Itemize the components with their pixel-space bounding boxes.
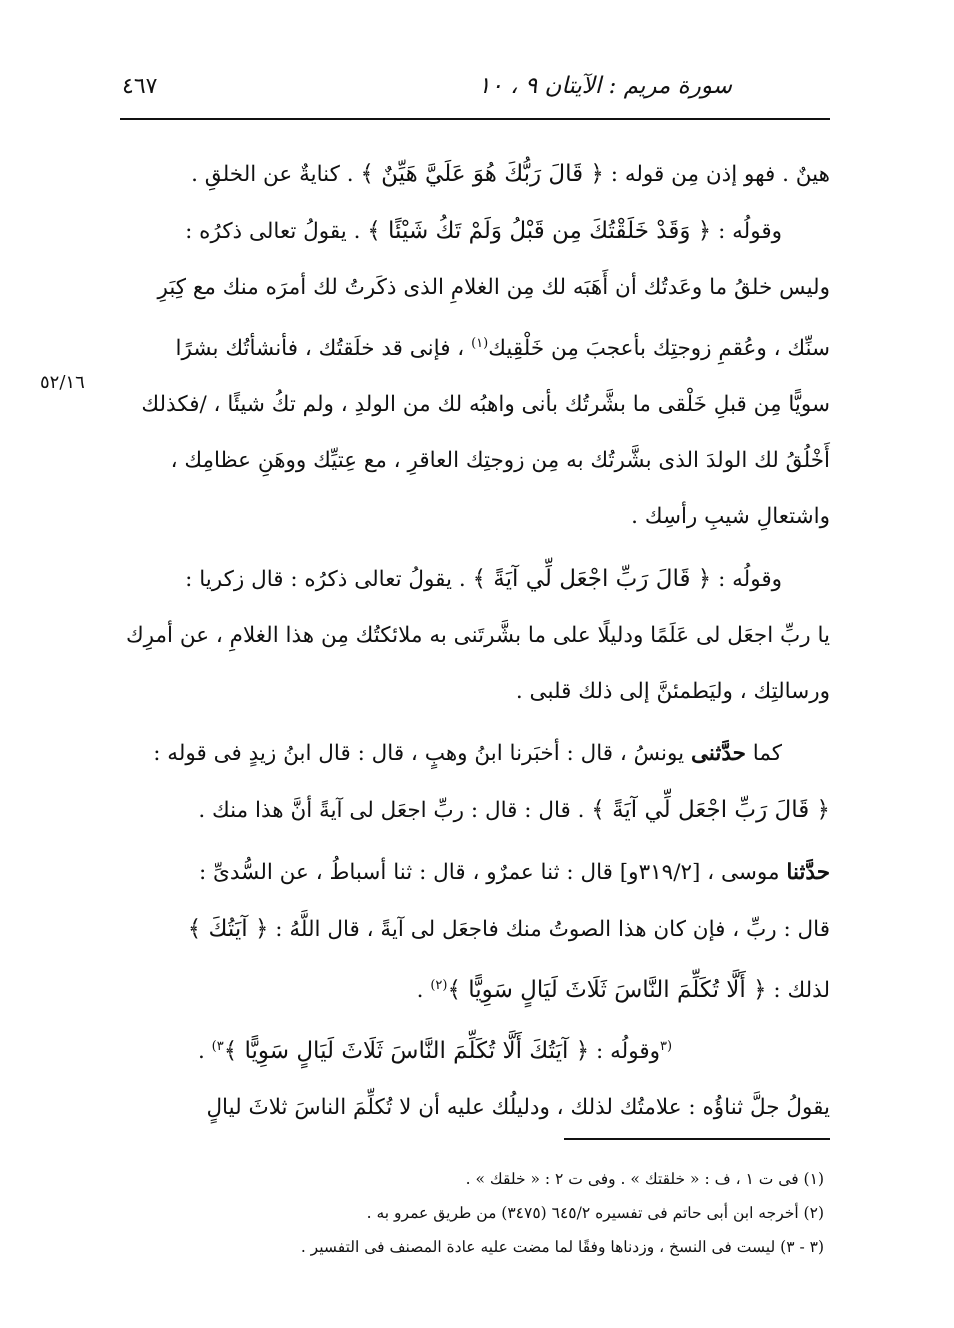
- quran-verse: ﴿ قَالَ رَبِّ اجْعَل لِّي آيَةً ﴾: [591, 797, 830, 824]
- header-title: سورة مريم : الآيتان ٩ ، ١٠: [478, 73, 732, 99]
- text-line: واشتعالِ شيبِ رأسِك .: [631, 504, 830, 530]
- footnote-separator: [564, 1138, 830, 1140]
- footnote-ref: (٣: [659, 1039, 673, 1055]
- footnote-ref: (١): [471, 336, 489, 351]
- quran-verse: ﴿ آيَتُكَ ﴾: [187, 916, 269, 943]
- footnote: (٣ - ٣) ليست فى النسخ ، وزدناها وفقًا لما مضت عليه عادة المصنف فى التفسير .: [300, 1238, 824, 1256]
- text-line: سويًّا مِن قبلِ خَلْقى ما بشَّرتُك بأنى واهبُه لك من الولدِ ، ولم تكُ شيئًا ، /فكذلك: [141, 392, 830, 418]
- text-line: وليس خلقُ ما وعَدتُك أن أَهَبَه لك مِن الغلامِ الذى ذكَرتُ لك أمرَه منك مع كِبَرِ: [157, 275, 830, 300]
- text-line: لذلك : ﴿ أَلَّا تُكَلِّمَ النَّاسَ ثَلَاثَ لَيَالٍ سَوِيًّا ﴾$^{(٢)}$ .: [416, 977, 830, 1004]
- footnote-ref: (٢): [430, 978, 448, 994]
- footnote: (٢) أخرجه ابن أبى حاتم فى تفسيره ٦٤٥/٢ (٣٤٧٥) من طريق عمرو به .: [366, 1204, 824, 1222]
- text-line: ﴿ قَالَ رَبِّ اجْعَل لِّي آيَةً ﴾ . قال : قال : ربِّ اجعَل لى آيةً أنَّ هذا منك .: [198, 797, 830, 824]
- text-line: قال : ربِّ ، فإن كان هذا الصوتُ منك فاجعَل لى آيةً ، قال اللَّهُ : ﴿ آيَتُكَ ﴾: [187, 916, 830, 943]
- text-line: أَخْلُقُ لك الولدَ الذى بشَّرتُك به مِن زوجتِك العاقرِ ، مع عِتيِّك ووهَنِ عظامِك ،: [170, 448, 830, 474]
- margin-reference: ٥٢/١٦: [40, 372, 85, 393]
- page-number: ٤٦٧: [122, 73, 158, 99]
- footnote-ref: ٣): [211, 1039, 224, 1055]
- text-line: كما حدَّثنى يونسُ ، قال : أخبَرنا ابنُ وهبٍ ، قال : قال ابنُ زيدٍ فى قوله :: [153, 741, 782, 767]
- quran-verse: ﴿ أَلَّا تُكَلِّمَ النَّاسَ ثَلَاثَ لَيَالٍ سَوِيًّا ﴾: [447, 977, 767, 1004]
- text-line: يقولُ جلَّ ثناؤُه : علامتُك لذلك ، ودليلُك عليه أن لا تُكلِّمَ الناسَ ثلاثَ ليالٍ: [206, 1095, 830, 1121]
- text-line: سنِّك ، وعُقمِ زوجتِك بأعجبَ مِن خَلْقِيك$^{(١)}$ ، فإنى قد خلَقتُك ، فأنشأتُك بشرًا: [175, 336, 830, 362]
- footnotes: [120, 1162, 824, 1264]
- main-text: [120, 146, 830, 1136]
- text-line: حدَّثنا موسى ، [٣١٩/٢و] قال : ثنا عمرٌو ، قال : ثنا أسباطُ ، عن السُّدىِّ :: [198, 860, 830, 886]
- text-line: وقولُه : ﴿ وَقَدْ خَلَقْتُكَ مِن قَبْلُ وَلَمْ تَكُ شَيْئًا ﴾ . يقولُ تعالى ذكرُه :: [185, 218, 782, 244]
- quran-verse: ﴿ قَالَ رَبِّ اجْعَل لِّي آيَةً ﴾: [472, 566, 712, 593]
- header-rule: [120, 118, 830, 120]
- text-line: $^{(٣}$وقولُه : ﴿ آيَتُكَ أَلَّا تُكَلِّمَ النَّاسَ ثَلَاثَ لَيَالٍ سَوِيًّا ﴾$^{٣)}$ .: [197, 1038, 673, 1065]
- running-header: [118, 66, 832, 106]
- footnote: (١) فى ت ١ ، ف : « خلقتك » . وفى ت ٢ : « خلقك » .: [465, 1170, 824, 1188]
- text-line: يا ربِّ اجعَل لى عَلَمًا ودليلًا على ما بشَّرتَنى به ملائكتُك مِن هذا الغلامِ ، عن أمرِك: [125, 623, 830, 649]
- text-line: ورسالتِك ، وليَطمئنَّ إلى ذلك قلبى .: [515, 679, 830, 705]
- text-line: هينٌ . فهو إذن مِن قوله : ﴿ قَالَ رَبُّكَ هُوَ عَلَيَّ هَيِّنٌ ﴾ . كنايةٌ عن الخلقِ .: [191, 161, 830, 187]
- text-line: وقولُه : ﴿ قَالَ رَبِّ اجْعَل لِّي آيَةً ﴾ . يقولُ تعالى ذكرُه : قال زكريا :: [185, 566, 782, 593]
- quran-verse: ﴿ قَالَ رَبُّكَ هُوَ عَلَيَّ هَيِّنٌ ﴾: [360, 161, 604, 187]
- quran-verse: ﴿ آيَتُكَ أَلَّا تُكَلِّمَ النَّاسَ ثَلَاثَ لَيَالٍ سَوِيًّا ﴾: [223, 1038, 590, 1065]
- quran-verse: ﴿ وَقَدْ خَلَقْتُكَ مِن قَبْلُ وَلَمْ تَكُ شَيْئًا ﴾: [367, 218, 712, 244]
